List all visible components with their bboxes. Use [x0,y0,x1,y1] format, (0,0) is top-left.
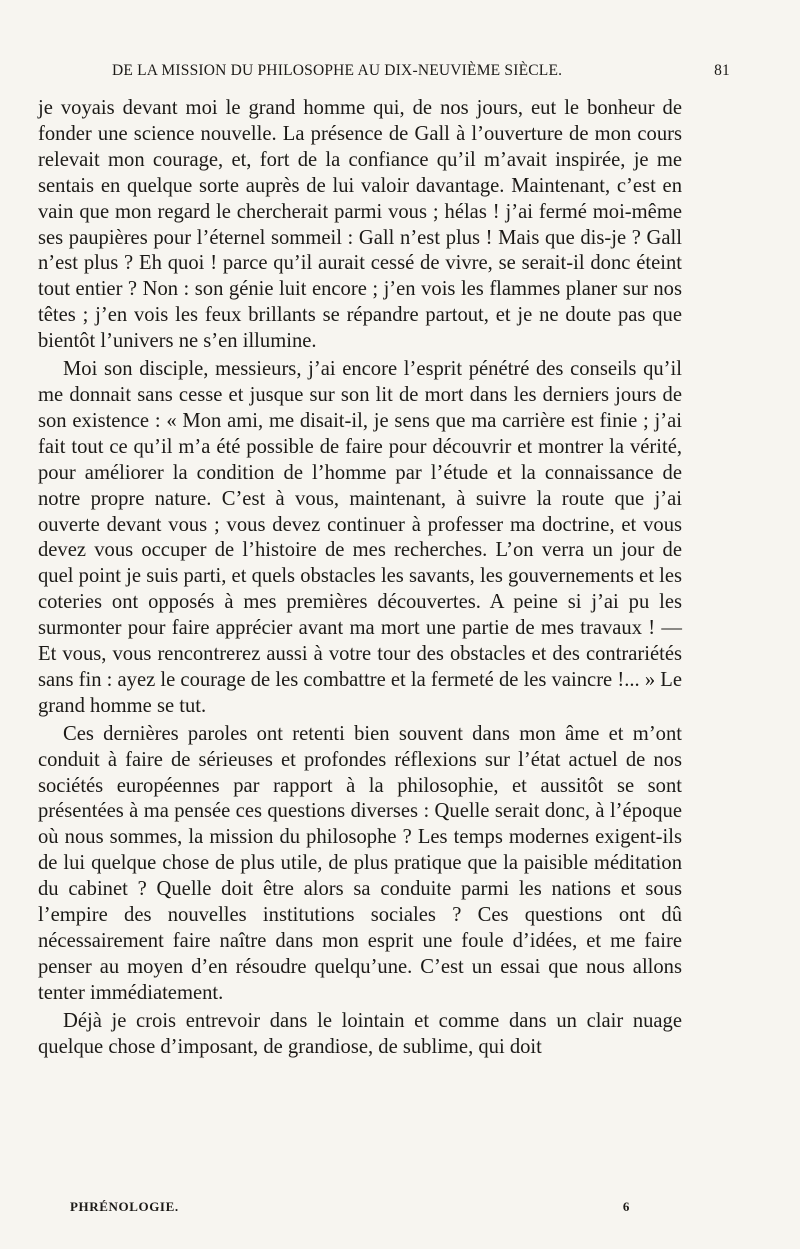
paragraph-1: je voyais devant moi le grand homme qui, de nos jours, eut le bonheur de fonder une science nouvelle. La présence de Gall à l’ouverture de mon cours relevait mon courage, et, fort de la confiance qu’il m’avait inspirée, je me sentais en quelque sorte auprès de lui valoir davantage. Maintenant, c’est en vain que mon regard le chercherait parmi vous ; hélas ! j’ai fermé moi-même ses paupières pour l’éternel sommeil : Gall n’est plus ! Mais que dis-je ? Gall n’est plus ? Eh quoi ! parce qu’il aurait cessé de vivre, se serait-il donc éteint tout entier ? Non : son génie luit encore ; j’en vois les flammes planer sur nos têtes ; j’en vois les feux brillants se répandre partout, et je ne doute pas que bientôt l’univers ne s’en illumine. [38,97,682,353]
signature-number: 6 [622,1199,630,1214]
paragraph-2: Moi son disciple, messieurs, j’ai encore l’esprit pénétré des conseils qu’il me donnait sans cesse et jusque sur son lit de mort dans les derniers jours de son existence : « Mon ami, me disait-il, je sens que ma carrière est finie ; j’ai fait tout ce qu’il m’a été possible de faire pour découvrir et montrer la vérité, pour améliorer la condition de l’homme par l’étude et la connaissance de notre propre nature. C’est à vous, maintenant, à suivre la route que j’ai ouverte devant vous ; vous devez continuer à professer ma doctrine, et vous devez vous occuper de l’histoire de mes recherches. L’on verra un jour de quel point je suis parti, et quels obstacles les savants, les gouvernements et les coteries ont opposés à mes premières découvertes. A peine si j’ai pu les surmonter pour faire apprécier avant ma mort une partie de mes travaux ! — Et vous, vous rencontrerez aussi à votre tour des obstacles et des contrariétés sans fin : ayez le courage de les combattre et la fermeté de les vaincre !... » Le grand homme se tut. [38,358,682,717]
paragraph-4: Déjà je crois entrevoir dans le lointain et comme dans un clair nuage quelque chose d’imposant, de grandiose, de sublime, qui doit [38,1009,682,1058]
page-footer [70,1199,630,1221]
page-number: 81 [714,62,730,79]
body-text [38,96,682,1061]
running-head-title: DE LA MISSION DU PHILOSOPHE AU DIX-NEUVIÈME SIÈCLE. [112,62,563,79]
running-head [112,62,730,86]
signature-mark: PHRÉNOLOGIE. [70,1199,179,1214]
paragraph-3: Ces dernières paroles ont retenti bien souvent dans mon âme et m’ont conduit à faire de sérieuses et profondes réflexions sur l’état actuel de nos sociétés européennes par rapport à la philosophie, et aussitôt se sont présentées à ma pensée ces questions diverses : Quelle serait donc, à l’époque où nous sommes, la mission du philosophe ? Les temps modernes exigent-ils de lui quelque chose de plus utile, de plus pratique que la paisible méditation du cabinet ? Quelle doit être alors sa conduite parmi les nations et sous l’empire des nouvelles institutions sociales ? Ces questions ont dû nécessairement faire naître dans mon esprit une foule d’idées, et me faire penser au moyen d’en résoudre quelqu’une. C’est un essai que nous allons tenter immédiatement. [38,722,682,1004]
